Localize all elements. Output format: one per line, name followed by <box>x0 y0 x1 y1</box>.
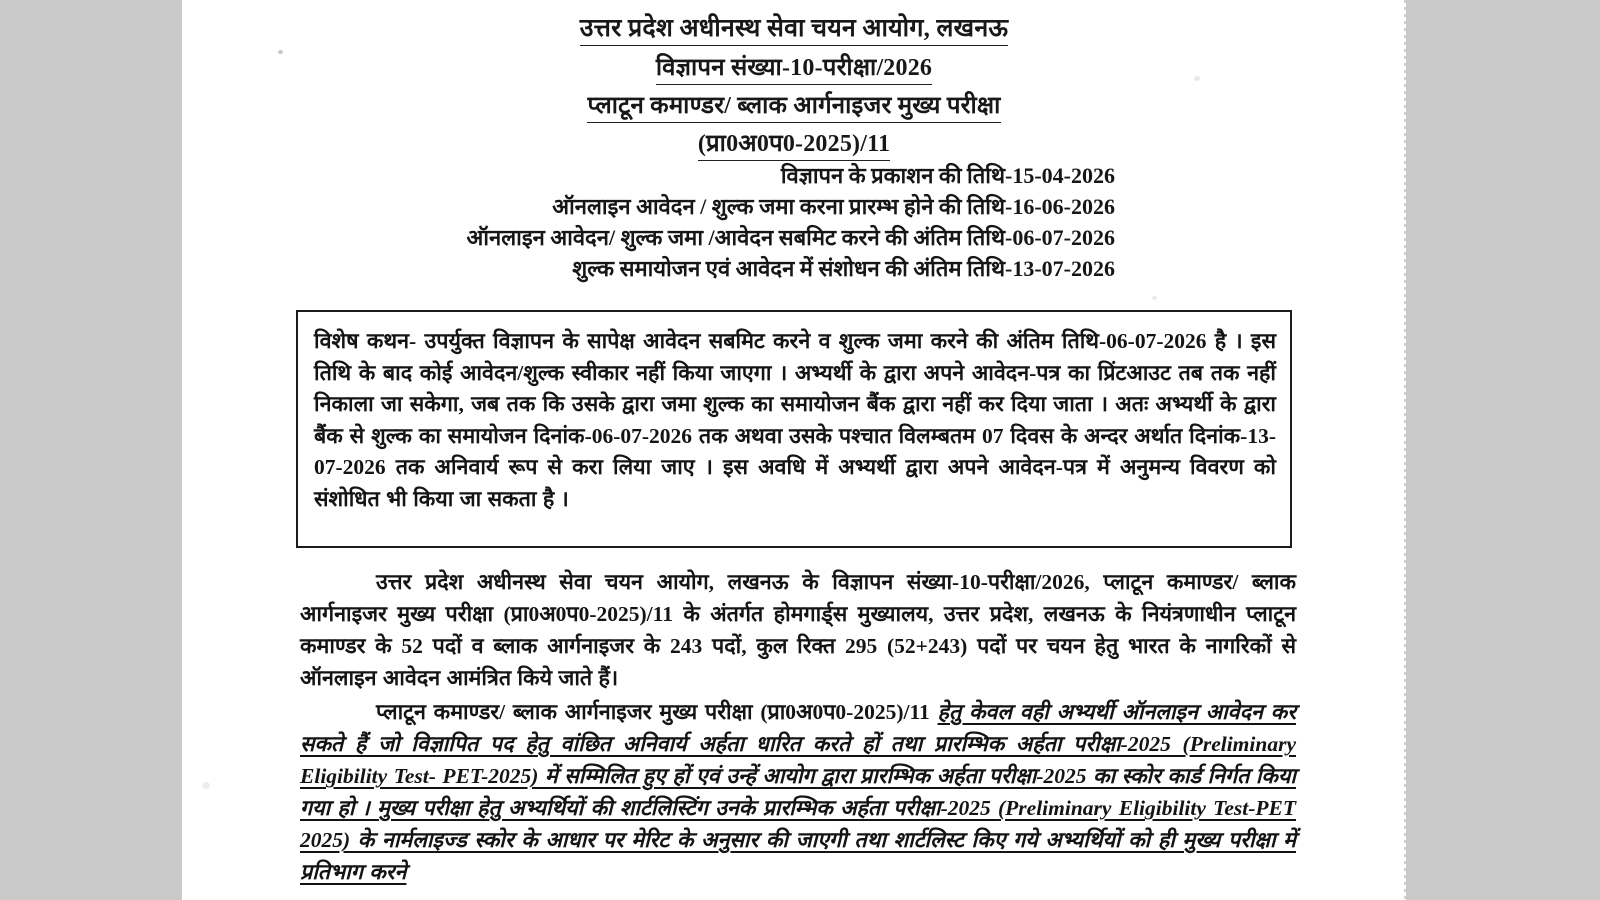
date-line-apply-end <box>182 222 1115 253</box>
date-label: ऑनलाइन आवेदन / शुल्क जमा करना प्रारम्भ होने की तिथि- <box>552 194 1013 219</box>
date-line-publication <box>182 160 1115 191</box>
heading-exam-name-text: प्लाटून कमाण्डर/ ब्लाक आर्गनाइजर मुख्य परीक्षा <box>587 88 1000 123</box>
date-value: 06-07-2026 <box>1012 225 1115 250</box>
important-dates-list <box>182 160 1115 284</box>
body-paragraph-eligibility <box>300 696 1296 888</box>
heading-organization <box>182 10 1406 46</box>
date-value: 15-04-2026 <box>1012 163 1115 188</box>
scanned-page <box>182 0 1406 900</box>
date-label: शुल्क समायोजन एवं आवेदन में संशोधन की अंतिम तिथि- <box>572 256 1013 281</box>
date-label: विज्ञापन के प्रकाशन की तिथि- <box>780 163 1013 188</box>
eligibility-conditions-text: हेतु केवल वही अभ्यर्थी ऑनलाइन आवेदन कर सकते हैं जो विज्ञापित पद हेतु वांछित अनिवार्य अर्हता धारित करते हों तथा प्रारम्भिक अर्हता परीक्षा-2025 (Preliminary Eligibility Test- PET-2025) में सम्मिलित हुए हों एवं उन्हें आयोग द्वारा प्रारम्भिक अर्हता परीक्षा-2025 का स्कोर कार्ड निर्गत किया गया हो । मुख्य परीक्षा हेतु अभ्यर्थियों की शार्टलिस्टिंग उनके प्रारम्भिक अर्हता परीक्षा-2025 (Preliminary Eligibility Test-PET 2025) के नार्मलाइज्ड स्कोर के आधार पर मेरिट के अनुसार की जाएगी तथा शार्टलिस्ट किए गये अभ्यर्थियों को ही मुख्य परीक्षा में प्रतिभाग करने <box>300 700 1296 884</box>
date-line-modification-end <box>182 253 1115 284</box>
heading-exam-code-text: (प्रा0अ0प0-2025)/11 <box>698 126 890 161</box>
date-label: ऑनलाइन आवेदन/ शुल्क जमा /आवेदन सबमिट करने की अंतिम तिथि- <box>466 225 1013 250</box>
date-value: 13-07-2026 <box>1012 256 1115 281</box>
heading-exam-name <box>182 88 1406 123</box>
heading-advertisement-number <box>182 50 1406 85</box>
page-bottom-cutoff <box>182 890 1406 900</box>
heading-organization-text: उत्तर प्रदेश अधीनस्थ सेवा चयन आयोग, लखनऊ <box>580 10 1009 46</box>
body-paragraph-vacancy-details: उत्तर प्रदेश अधीनस्थ सेवा चयन आयोग, लखनऊ के विज्ञापन संख्या-10-परीक्षा/2026, प्लाटून कमाण्डर/ ब्लाक आर्गनाइजर मुख्य परीक्षा (प्रा0अ0प0-2025)/11 के अंतर्गत होमगार्ड्स मुख्यालय, उत्तर प्रदेश, लखनऊ के नियंत्रणाधीन प्लाटून कमाण्डर के 52 पदों व ब्लाक आर्गनाइजर के 243 पदों, कुल रिक्त 295 (52+243) पदों पर चयन हेतु भारत के नागरिकों से ऑनलाइन आवेदन आमंत्रित किये जाते हैं। <box>300 570 1296 690</box>
heading-exam-code <box>182 126 1406 161</box>
date-line-apply-start <box>182 191 1115 222</box>
eligibility-exam-reference: प्लाटून कमाण्डर/ ब्लाक आर्गनाइजर मुख्य परीक्षा (प्रा0अ0प0-2025)/11 <box>376 700 938 724</box>
scan-speck <box>1152 296 1157 300</box>
date-value: 16-06-2026 <box>1012 194 1115 219</box>
special-statement-box <box>296 310 1292 548</box>
scan-speck <box>202 782 210 789</box>
special-statement-text: विशेष कथन- उपर्युक्त विज्ञापन के सापेक्ष आवेदन सबमिट करने व शुल्क जमा करने की अंतिम तिथि-06-07-2026 है । इस तिथि के बाद कोई आवेदन/शुल्क स्वीकार नहीं किया जाएगा । अभ्यर्थी के द्वारा अपने आवेदन-पत्र का प्रिंटआउट तब तक नहीं निकाला जा सकेगा, जब तक कि उसके द्वारा जमा शुल्क का समायोजन बैंक द्वारा नहीं कर दिया जाता । अतः अभ्यर्थी के द्वारा बैंक से शुल्क का समायोजन दिनांक-06-07-2026 तक अथवा उसके पश्चात विलम्बतम 07 दिवस के अन्दर अर्थात दिनांक-13-07-2026 तक अनिवार्य रूप से करा लिया जाए । इस अवधि में अभ्यर्थी द्वारा अपने आवेदन-पत्र में अनुमन्य विवरण को संशोधित भी किया जा सकता है । <box>314 329 1276 511</box>
heading-advertisement-number-text: विज्ञापन संख्या-10-परीक्षा/2026 <box>656 50 932 85</box>
